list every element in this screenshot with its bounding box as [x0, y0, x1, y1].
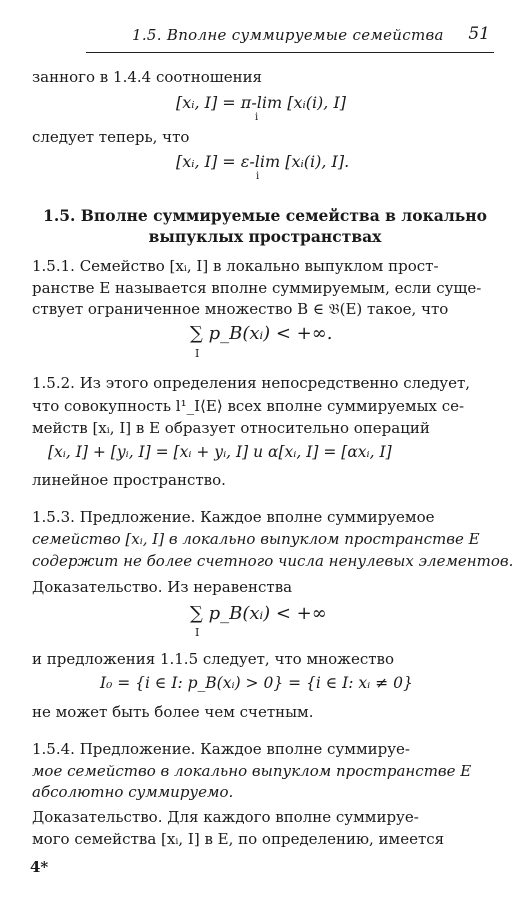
text-line: 1.5.4. Предложение. Каждое вполне суммируе- — [32, 740, 410, 758]
text-line: ранстве E называется вполне суммируемым, если суще- — [32, 279, 482, 297]
text-line: мое семейство в локально выпуклом пространстве E — [32, 762, 472, 780]
text-line: линейное пространство. — [32, 471, 226, 489]
running-header — [86, 22, 494, 53]
text-line: Доказательство. Из неравенства — [32, 578, 293, 596]
text-line: что совокупность l¹_I⟨E⟩ всех вполне суммируемых се- — [32, 397, 465, 415]
text-line: ствует ограниченное множество B ∈ 𝔅(E) такое, что — [32, 300, 449, 318]
text-line: и предложения 1.1.5 следует, что множество — [32, 650, 395, 668]
section-heading-1: 1.5. Вполне суммируемые семейства в локально — [43, 206, 487, 225]
formula-sum-2: ∑ p_B(xᵢ) < +∞ — [190, 603, 327, 624]
page-number: 51 — [468, 24, 490, 44]
formula-subscript: I — [195, 626, 200, 639]
text-line: 1.5.3. Предложение. Каждое вполне суммируемое — [32, 508, 435, 526]
formula-pi-lim: [xᵢ, I] = π-lim [xᵢ(i), I] — [176, 93, 347, 112]
text-line: содержит не более счетного числа ненулевых элементов. — [32, 552, 514, 570]
formula-operations: [xᵢ, I] + [yᵢ, I] = [xᵢ + yᵢ, I] и α[xᵢ, I] = [αxᵢ, I] — [48, 443, 392, 461]
signature-mark: 4* — [30, 858, 49, 876]
text-line: мого семейства [xᵢ, I] в E, по определению, имеется — [32, 830, 445, 848]
text-line: следует теперь, что — [32, 128, 190, 146]
formula-sum-1: ∑ p_B(xᵢ) < +∞. — [190, 323, 333, 344]
text-line: Доказательство. Для каждого вполне суммируе- — [32, 808, 419, 826]
text-line: мейств [xᵢ, I] в E образует относительно операций — [32, 419, 430, 437]
running-title: 1.5. Вполне суммируемые семейства — [132, 26, 444, 44]
text-line: семейство [xᵢ, I] в локально выпуклом пространстве E — [32, 530, 480, 548]
text-line: 1.5.1. Семейство [xᵢ, I] в локально выпуклом прост- — [32, 257, 439, 275]
text-line: 1.5.2. Из этого определения непосредственно следует, — [32, 374, 471, 392]
formula-set-i0: I₀ = {i ∈ I: p_B(xᵢ) > 0} = {i ∈ I: xᵢ ≠ 0} — [100, 674, 413, 692]
formula-subscript: i — [255, 112, 259, 123]
formula-subscript: I — [195, 347, 200, 360]
text-line: не может быть более чем счетным. — [32, 703, 314, 721]
formula-subscript: i — [256, 171, 260, 182]
formula-eps-lim: [xᵢ, I] = ε-lim [xᵢ(i), I]. — [176, 152, 350, 171]
text-line: абсолютно суммируемо. — [32, 783, 234, 801]
text-line: занного в 1.4.4 соотношения — [32, 68, 263, 86]
section-heading-2: выпуклых пространствах — [148, 227, 382, 246]
